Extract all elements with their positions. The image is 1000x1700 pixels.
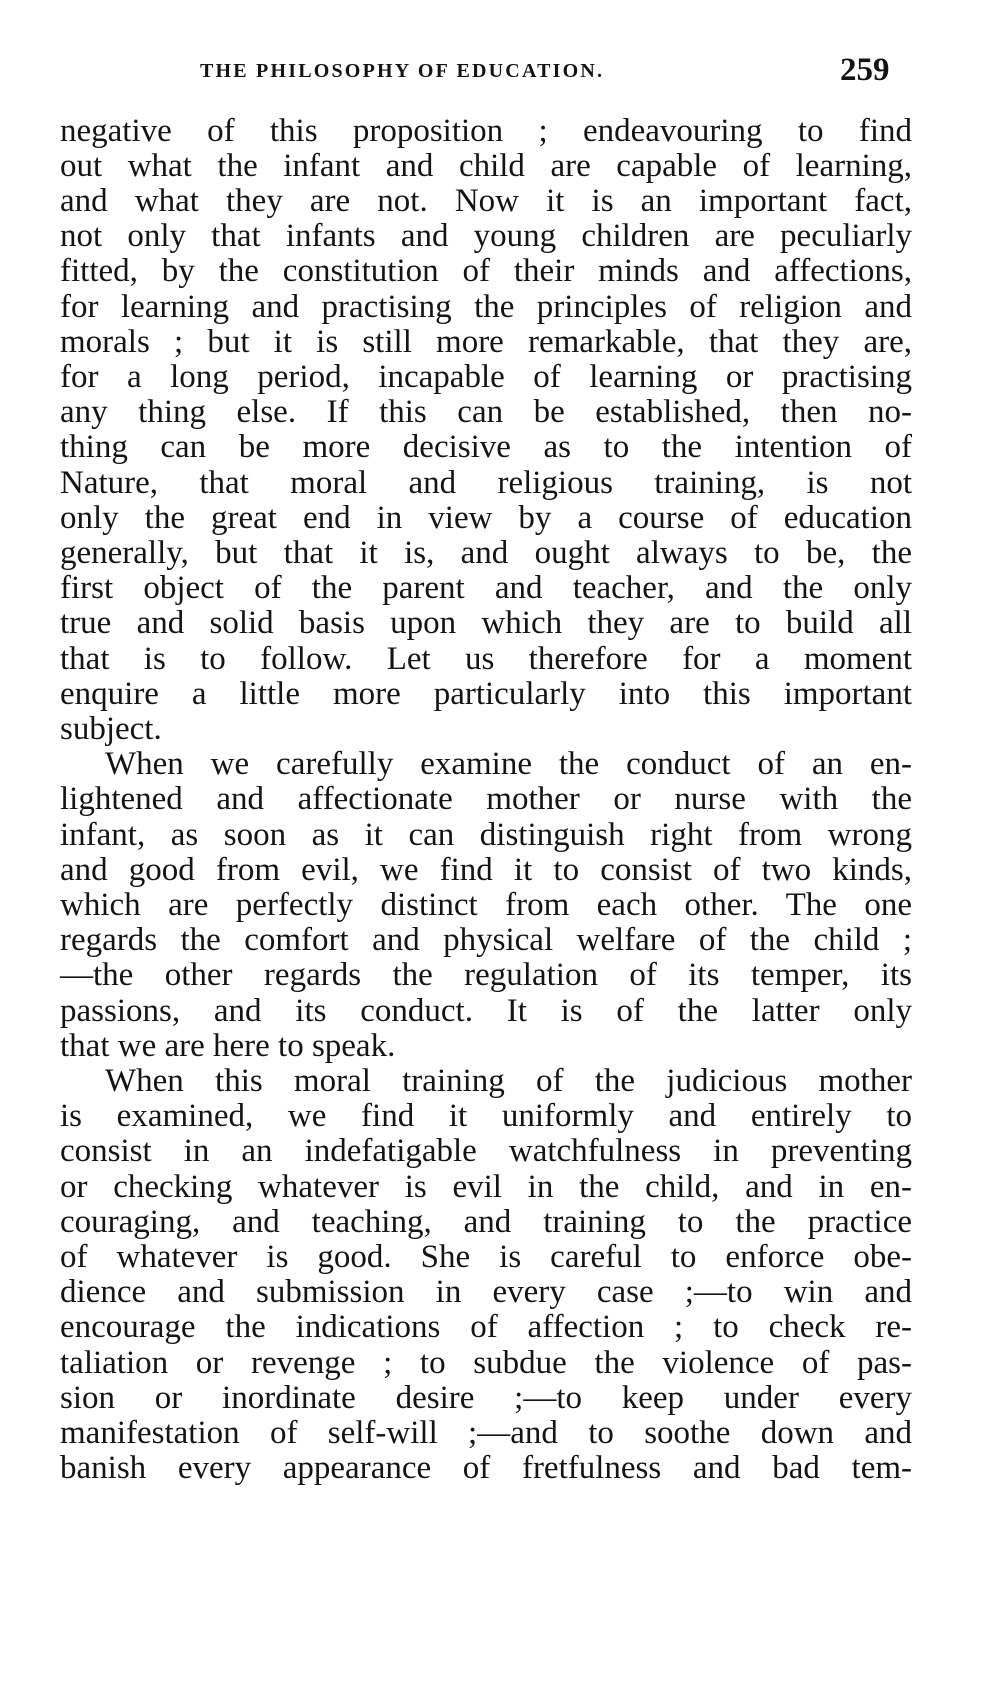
running-title: THE PHILOSOPHY OF EDUCATION. <box>200 60 605 82</box>
text-line: taliation or revenge ; to subdue the violence of pas- <box>60 1345 912 1381</box>
text-line: out what the infant and child are capable of learning, <box>60 148 912 184</box>
text-line: and what they are not. Now it is an important fact, <box>60 183 912 219</box>
page-number: 259 <box>840 52 890 88</box>
text-line: subject. <box>60 711 162 747</box>
text-line: encourage the indications of affection ; to check re- <box>60 1309 912 1345</box>
text-line: regards the comfort and physical welfare of the child ; <box>60 922 912 958</box>
text-line: or checking whatever is evil in the child, and in en- <box>60 1169 912 1205</box>
text-line: dience and submission in every case ;—to win and <box>60 1274 912 1310</box>
text-line: consist in an indefatigable watchfulness in preventing <box>60 1133 912 1169</box>
text-line: and good from evil, we find it to consist of two kinds, <box>60 852 912 888</box>
text-line: which are perfectly distinct from each other. The one <box>60 887 912 923</box>
text-line: is examined, we find it uniformly and entirely to <box>60 1098 912 1134</box>
text-line: of whatever is good. She is careful to enforce obe- <box>60 1239 912 1275</box>
text-line: enquire a little more particularly into this important <box>60 676 912 712</box>
text-line: first object of the parent and teacher, and the only <box>60 570 912 606</box>
text-line: any thing else. If this can be established, then no- <box>60 394 912 430</box>
text-line: couraging, and teaching, and training to the practice <box>60 1204 912 1240</box>
text-line: morals ; but it is still more remarkable, that they are, <box>60 324 912 360</box>
text-line: that is to follow. Let us therefore for a moment <box>60 641 912 677</box>
text-line: manifestation of self-will ;—and to soothe down and <box>60 1415 912 1451</box>
text-line: for learning and practising the principles of religion and <box>60 289 912 325</box>
text-line: true and solid basis upon which they are to build all <box>60 605 912 641</box>
text-line: banish every appearance of fretfulness and bad tem- <box>60 1450 912 1486</box>
text-line: negative of this proposition ; endeavouring to find <box>60 113 912 149</box>
text-line: infant, as soon as it can distinguish right from wrong <box>60 817 912 853</box>
text-line: When we carefully examine the conduct of an en- <box>105 746 912 782</box>
text-line: —the other regards the regulation of its temper, its <box>60 957 912 993</box>
text-line: that we are here to speak. <box>60 1028 396 1064</box>
text-line: Nature, that moral and religious training, is not <box>60 465 912 501</box>
text-line: only the great end in view by a course of education <box>60 500 912 536</box>
text-line: fitted, by the constitution of their minds and affections, <box>60 253 912 289</box>
text-line: generally, but that it is, and ought always to be, the <box>60 535 912 571</box>
text-line: not only that infants and young children are peculiarly <box>60 218 912 254</box>
text-line: When this moral training of the judicious mother <box>105 1063 912 1099</box>
text-line: passions, and its conduct. It is of the latter only <box>60 993 912 1029</box>
text-line: lightened and affectionate mother or nurse with the <box>60 781 912 817</box>
text-line: sion or inordinate desire ;—to keep under every <box>60 1380 912 1416</box>
text-line: thing can be more decisive as to the intention of <box>60 429 912 465</box>
text-line: for a long period, incapable of learning or practising <box>60 359 912 395</box>
